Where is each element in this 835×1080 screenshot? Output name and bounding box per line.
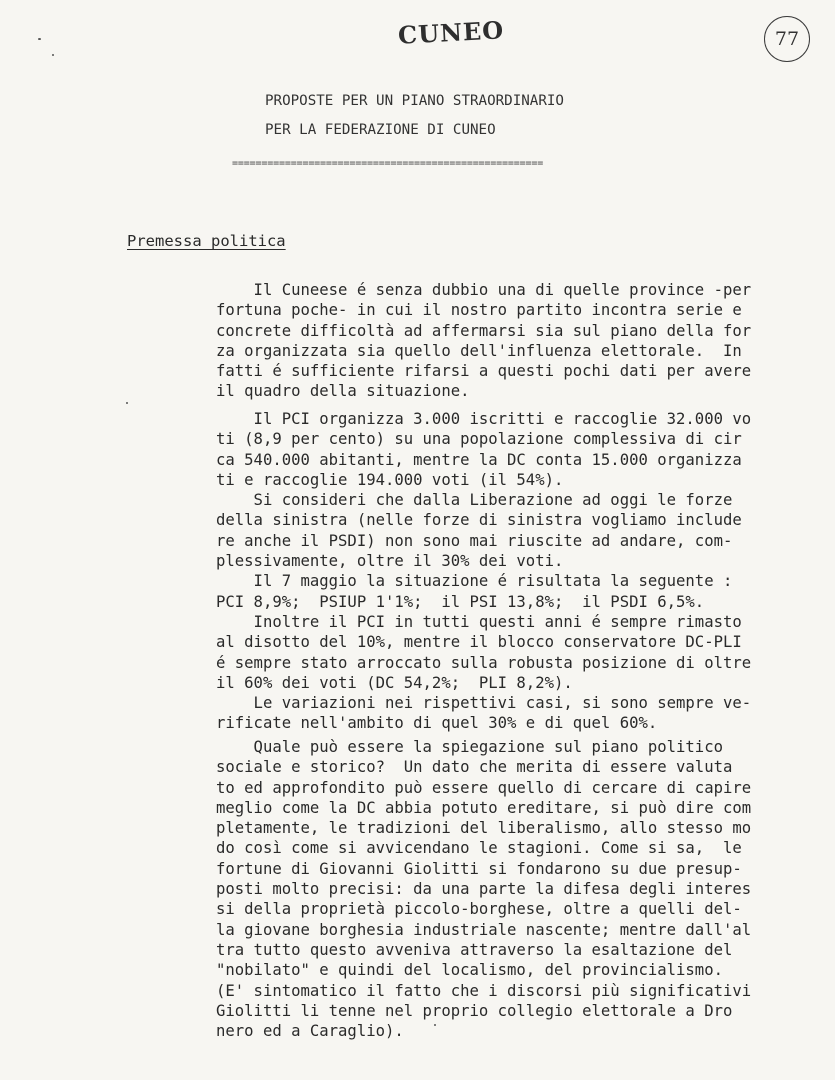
heading-line-2: PER LA FEDERAZIONE DI CUNEO: [265, 122, 496, 138]
scan-speck: [52, 54, 54, 56]
scan-speck: [38, 38, 41, 40]
paragraph-3: Quale può essere la spiegazione sul piano politico sociale e storico? Un dato che merita di essere valuta to ed approfondito può essere quello di cercare di capire meglio come la DC abbia potuto ereditare, si può dire com pletamente, le tradizioni del liberalismo, allo stesso mo do così come si avvicendano le stagioni. Come si sa, le fortune di Giovanni Giolitti si fondarono su due presup- posti molto precisi: da una parte la difesa degli interes si della proprietà piccolo-borghese, oltre a quelli del- la giovane borghesia industriale nascente; mentre dall'al tra tutto questo avveniva attraverso la esaltazione del "nobilato" e quindi del localismo, del provincialismo. (E' sintomatico il fatto che i discorsi più significativi Giolitti li tenne nel proprio collegio elettorale a Dro nero ed a Caraglio).: [216, 738, 752, 1041]
heading-line-1: PROPOSTE PER UN PIANO STRAORDINARIO: [265, 93, 564, 109]
scan-speck: [126, 402, 128, 404]
paragraph-1: Il Cuneese é senza dubbio una di quelle province -per fortuna poche- in cui il nostro partito incontra serie e concrete difficoltà ad affermarsi sia sul piano della for za organizzata sia quello dell'influenza elettorale. In fatti é sufficiente rifarsi a questi pochi dati per avere il quadro della situazione.: [216, 281, 752, 401]
handwritten-title: CUNEO: [397, 15, 505, 50]
scan-speck: [434, 1024, 436, 1026]
page-number-stamp: 77: [764, 16, 810, 62]
paragraph-2: Il PCI organizza 3.000 iscritti e raccoglie 32.000 vo ti (8,9 per cento) su una popolazione complessiva di cir ca 540.000 abitanti, mentre la DC conta 15.000 organizza ti e raccoglie 194.000 voti (il 54%). Si consideri che dalla Liberazione ad oggi le forze della sinistra (nelle forze di sinistra vogliamo include re anche il PSDI) non sono mai riuscite ad andare, com- plessivamente, oltre il 30% dei voti. Il 7 maggio la situazione é risultata la seguente : PCI 8,9%; PSIUP 1'1%; il PSI 13,8%; il PSDI 6,5%. Inoltre il PCI in tutti questi anni é sempre rimasto al disotto del 10%, mentre il blocco conservatore DC-PLI é sempre stato arroccato sulla robusta posizione di oltre il 60% dei voti (DC 54,2%; PLI 8,2%). Le variazioni nei rispettivi casi, si sono sempre ve- rificate nell'ambito di quel 30% e di quel 60%.: [216, 410, 752, 733]
section-title: Premessa politica: [127, 232, 286, 250]
heading-separator: =====================================================: [232, 158, 544, 169]
